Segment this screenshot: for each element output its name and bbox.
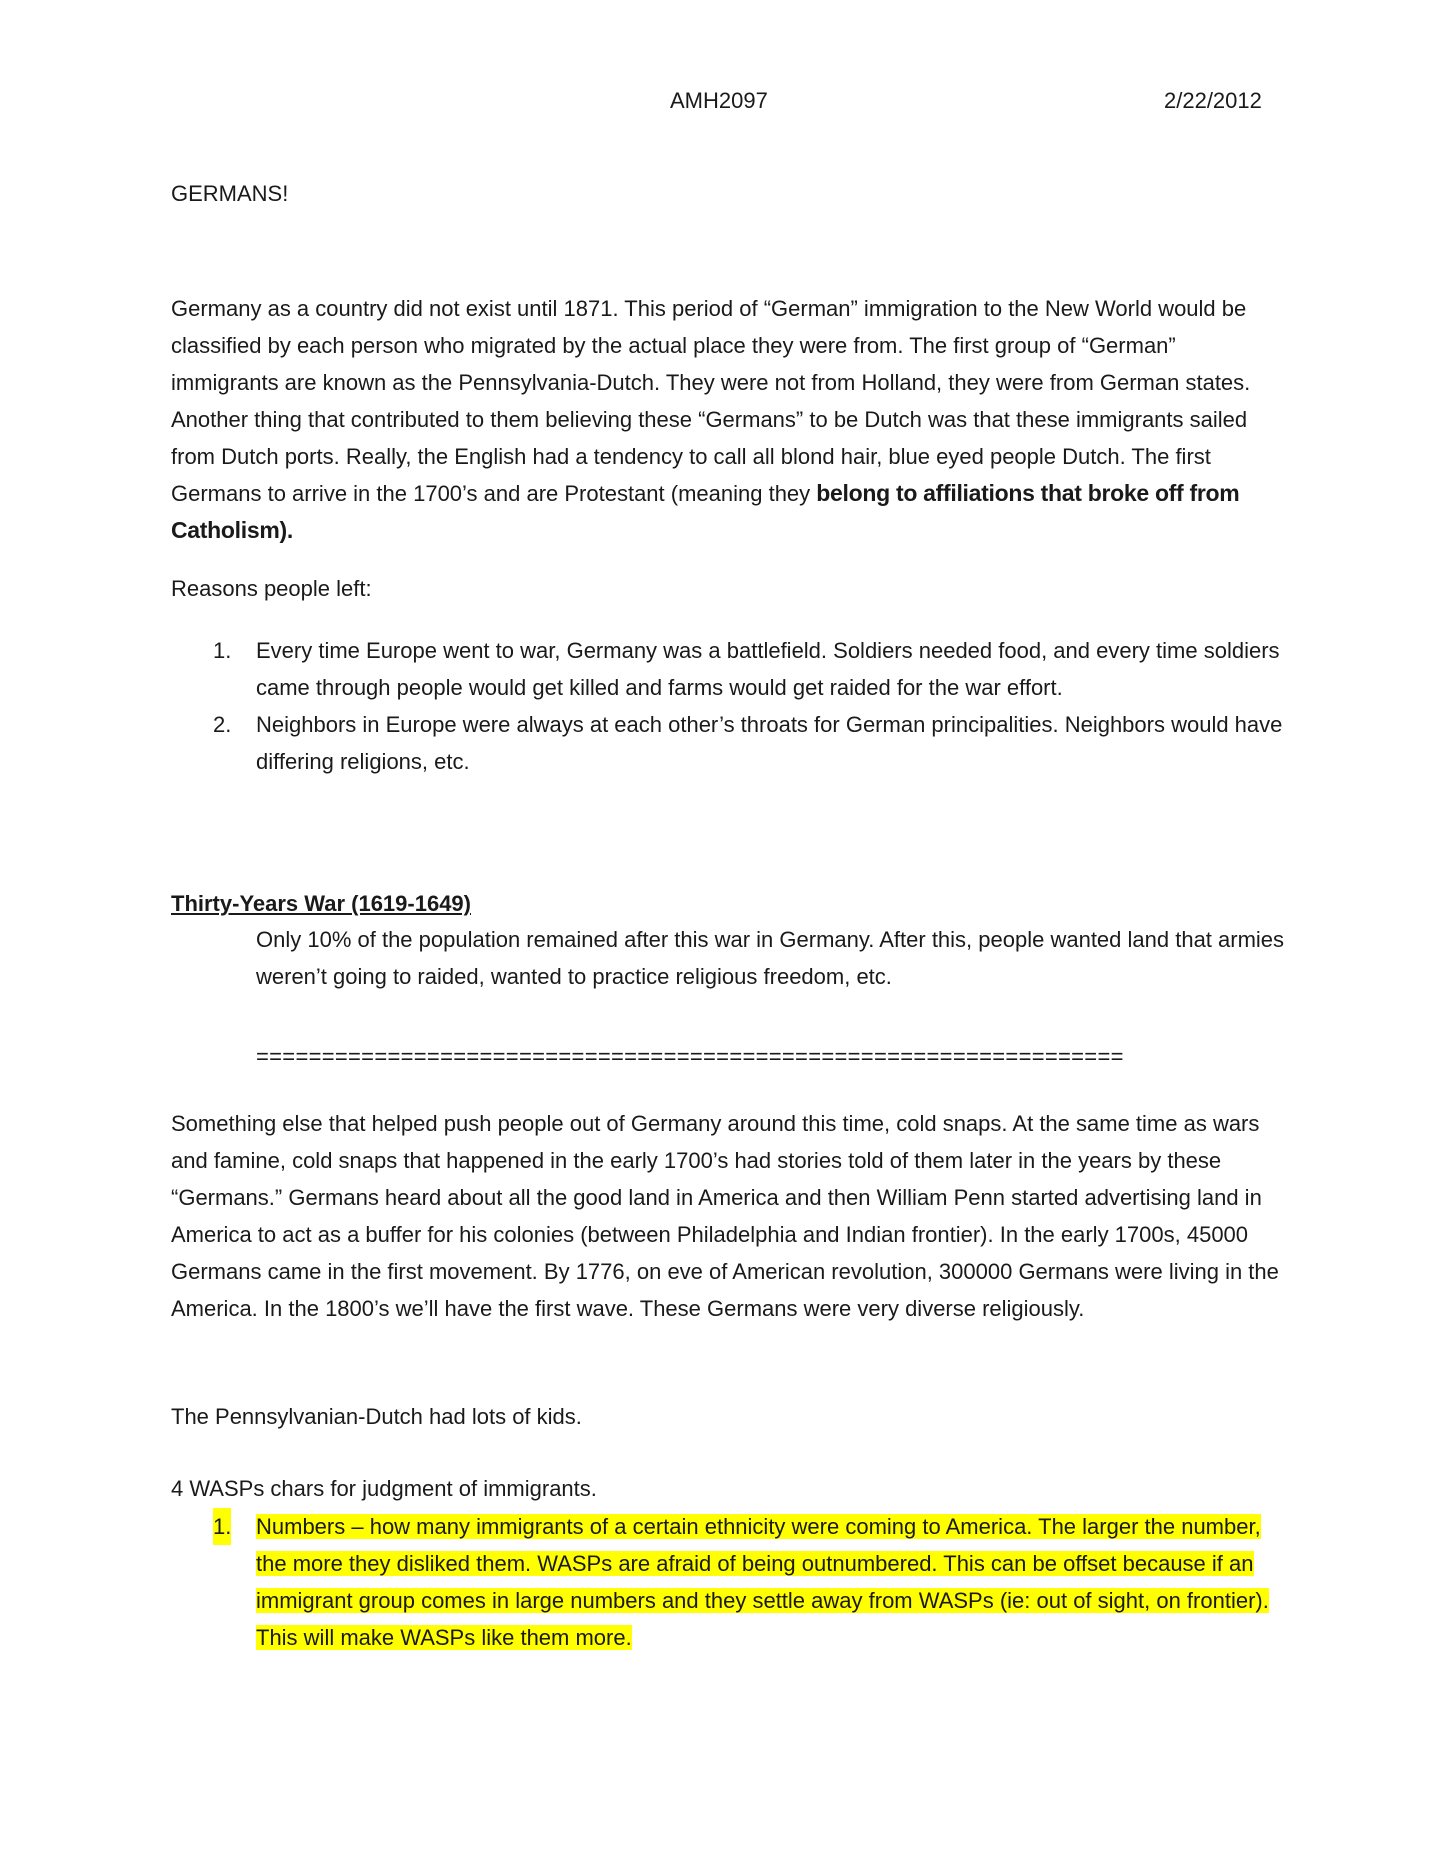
reasons-label: Reasons people left: [171,576,372,601]
list-item [171,706,1286,780]
reasons-list [171,632,1286,780]
cold-snaps-paragraph: Something else that helped push people out of Germany around this time, cold snaps. At the same time as wars and famine, cold snaps that happened in the early 1700’s had stories told of them later in the years by these “Germans.” Germans heard about all the good land in America and then William Penn started advertising land in America to act as a buffer for his colonies (between Philadelphia and Indian frontier). In the early 1700s, 45000 Germans came in the first movement. By 1776, on eve of American revolution, 300000 Germans were living in the America. In the 1800’s we’ll have the first wave. These Germans were very diverse religiously. [171,1111,1279,1321]
list-item [171,632,1286,706]
list-item-number: 1. [213,638,232,663]
document-title: GERMANS! [171,181,289,206]
kids-paragraph: The Pennsylvanian-Dutch had lots of kids. [171,1404,582,1429]
list-item-number: 1. [213,1508,231,1545]
list-item-text: Every time Europe went to war, Germany was a battlefield. Soldiers needed food, and every time soldiers came through people would get killed and farms would get raided for the war effort. [256,638,1280,700]
highlighted-list-item-text: Numbers – how many immigrants of a certain ethnicity were coming to America. The larger the number, the more they disliked them. WASPs are afraid of being outnumbered. This can be offset because if an immigrant group comes in large numbers and they settle away from WASPs (ie: out of sight, on frontier). This will make WASPs like them more. [256,1514,1269,1650]
intro-bold-text: belong to affiliations that broke off from Catholism). [171,480,1240,543]
intro-text: Germany as a country did not exist until 1871. This period of “German” immigration to the New World would be classified by each person who migrated by the actual place they were from. The first group of “German” immigrants are known as the Pennsylvania-Dutch. They were not from Holland, they were from German states. Another thing that contributed to them believing these “Germans” to be Dutch was that these immigrants sailed from Dutch ports. Really, the English had a tendency to call all blond hair, blue eyed people Dutch. The first Germans to arrive in the 1700’s and are Protestant (meaning they [171,296,1251,506]
thirty-years-war-text: Only 10% of the population remained after this war in Germany. After this, people wanted land that armies weren’t going to raided, wanted to practice religious freedom, etc. [256,927,1285,989]
list-item-number: 2. [213,712,232,737]
header-date: 2/22/2012 [1164,88,1262,113]
wasps-label: 4 WASPs chars for judgment of immigrants. [171,1476,597,1501]
list-item [171,1508,1286,1656]
separator-line: ================================================================== [256,1044,1124,1069]
section-heading-thirty-years-war: Thirty-Years War (1619-1649) [171,891,471,916]
wasps-list [171,1508,1286,1656]
header-course-code: AMH2097 [670,88,768,113]
list-item-text: Neighbors in Europe were always at each other’s throats for German principalities. Neighbors would have differing religions, etc. [256,712,1283,774]
intro-paragraph [171,290,1286,549]
